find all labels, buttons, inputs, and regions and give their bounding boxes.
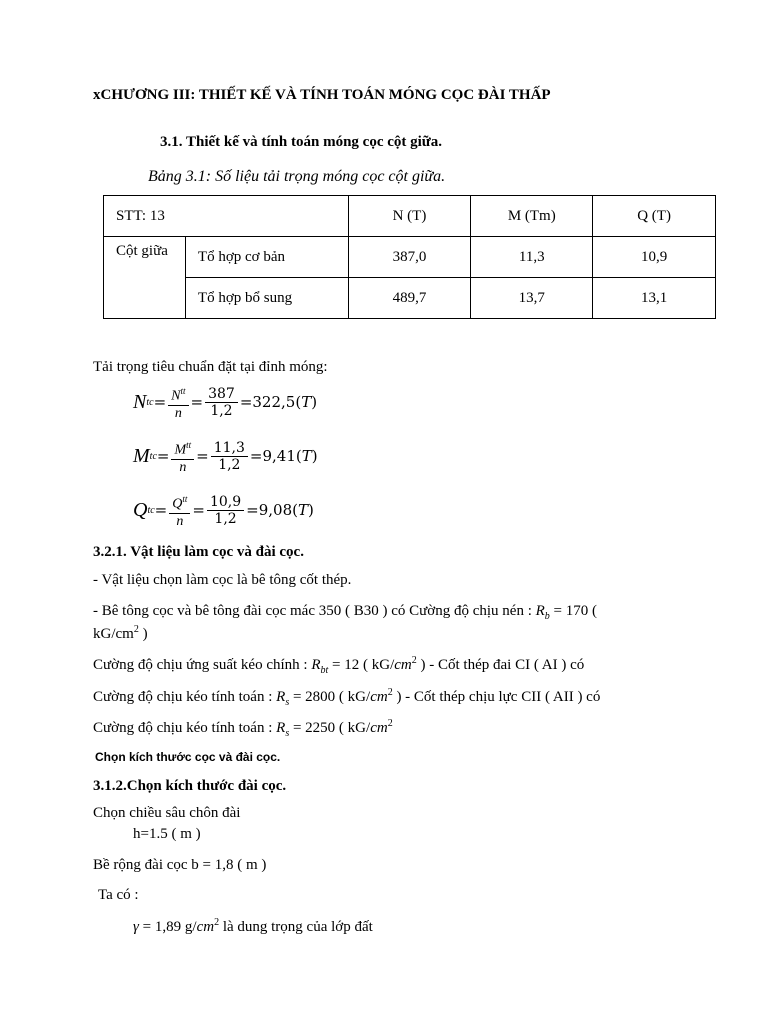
table-caption: Bảng 3.1: Số liệu tải trọng móng cọc cột giữa. bbox=[148, 168, 446, 185]
gamma-line: γ = 1,89 $g/cm^2$ là dung trọng của lớp đất bbox=[133, 917, 373, 935]
small-heading: Chọn kích thước cọc và đài cọc. bbox=[95, 750, 281, 764]
section-3-2-1-heading: 3.2.1. Vật liệu làm cọc và đài cọc. bbox=[93, 544, 304, 560]
chapter-title: xCHƯƠNG III: THIẾT KẾ VÀ TÍNH TOÁN MÓNG CỌC ĐÀI THẤP bbox=[93, 87, 551, 103]
materials-line-5: Cường độ chịu kéo tính toán : $R_s = 2800$ ( $kG/cm^2$ ) - Cốt thép chịu lực CII ( AII ) có bbox=[93, 687, 601, 708]
standard-load-intro: Tải trọng tiêu chuẩn đặt tại đỉnh móng: bbox=[93, 359, 328, 375]
row-label: Tổ hợp cơ bản bbox=[185, 237, 348, 278]
table-row bbox=[104, 237, 716, 278]
section-3-1-heading: 3.1. Thiết kế và tính toán móng cọc cột giữa. bbox=[160, 134, 443, 150]
equation-q: Q tc = $\frac{Q^{tt}}{n}$ = $\frac{10,9}{1,2}$ = 9,08 ( T ) bbox=[133, 491, 314, 530]
cell-q: 10,9 bbox=[593, 237, 716, 278]
load-table bbox=[103, 195, 716, 319]
materials-line-1: - Vật liệu chọn làm cọc là bê tông cốt thép. bbox=[93, 572, 352, 588]
table-row bbox=[104, 278, 716, 319]
cell-q: 13,1 bbox=[593, 278, 716, 319]
depth-value: h=1.5 ( m ) bbox=[133, 826, 201, 842]
table-header-row bbox=[104, 196, 716, 237]
materials-line-4: Cường độ chịu ứng suất kéo chính : $R_{bt} = 12$ ( $kG/cm^2$ ) - Cốt thép đai CI ( AI ) có bbox=[93, 655, 585, 676]
header-stt: STT: 13 bbox=[104, 196, 349, 237]
header-q: Q (T) bbox=[593, 196, 716, 237]
materials-line-6: Cường độ chịu kéo tính toán : $R_s = 2250$ ( $kG/cm^2$ bbox=[93, 718, 393, 739]
section-3-1-2-heading: 3.1.2.Chọn kích thước đài cọc. bbox=[93, 778, 287, 794]
width-line: Bề rộng đài cọc b = 1,8 ( m ) bbox=[93, 857, 267, 873]
cell-n: 387,0 bbox=[348, 237, 471, 278]
equation-n: N tc = $\frac{N^{tt}}{n}$ = $\frac{387}{1,2}$ = 322,5 ( T ) bbox=[133, 383, 317, 422]
materials-line-3: $kG/cm^2$ ) bbox=[93, 624, 148, 642]
equation-m: M tc = $\frac{M^{tt}}{n}$ = $\frac{11,3}{1,2}$ = 9,41 ( T ) bbox=[133, 437, 318, 476]
depth-label: Chọn chiều sâu chôn đài bbox=[93, 805, 241, 821]
cell-n: 489,7 bbox=[348, 278, 471, 319]
cell-m: 11,3 bbox=[471, 237, 593, 278]
group-label: Cột giữa bbox=[104, 237, 186, 319]
cell-m: 13,7 bbox=[471, 278, 593, 319]
header-n: N (T) bbox=[348, 196, 471, 237]
ta-co: Ta có : bbox=[98, 887, 139, 903]
materials-line-2: - Bê tông cọc và bê tông đài cọc mác 350 ( B30 ) có Cường độ chịu nén : $R_b = 170$ ( bbox=[93, 603, 598, 622]
header-m: M (Tm) bbox=[471, 196, 593, 237]
row-label: Tổ hợp bổ sung bbox=[185, 278, 348, 319]
